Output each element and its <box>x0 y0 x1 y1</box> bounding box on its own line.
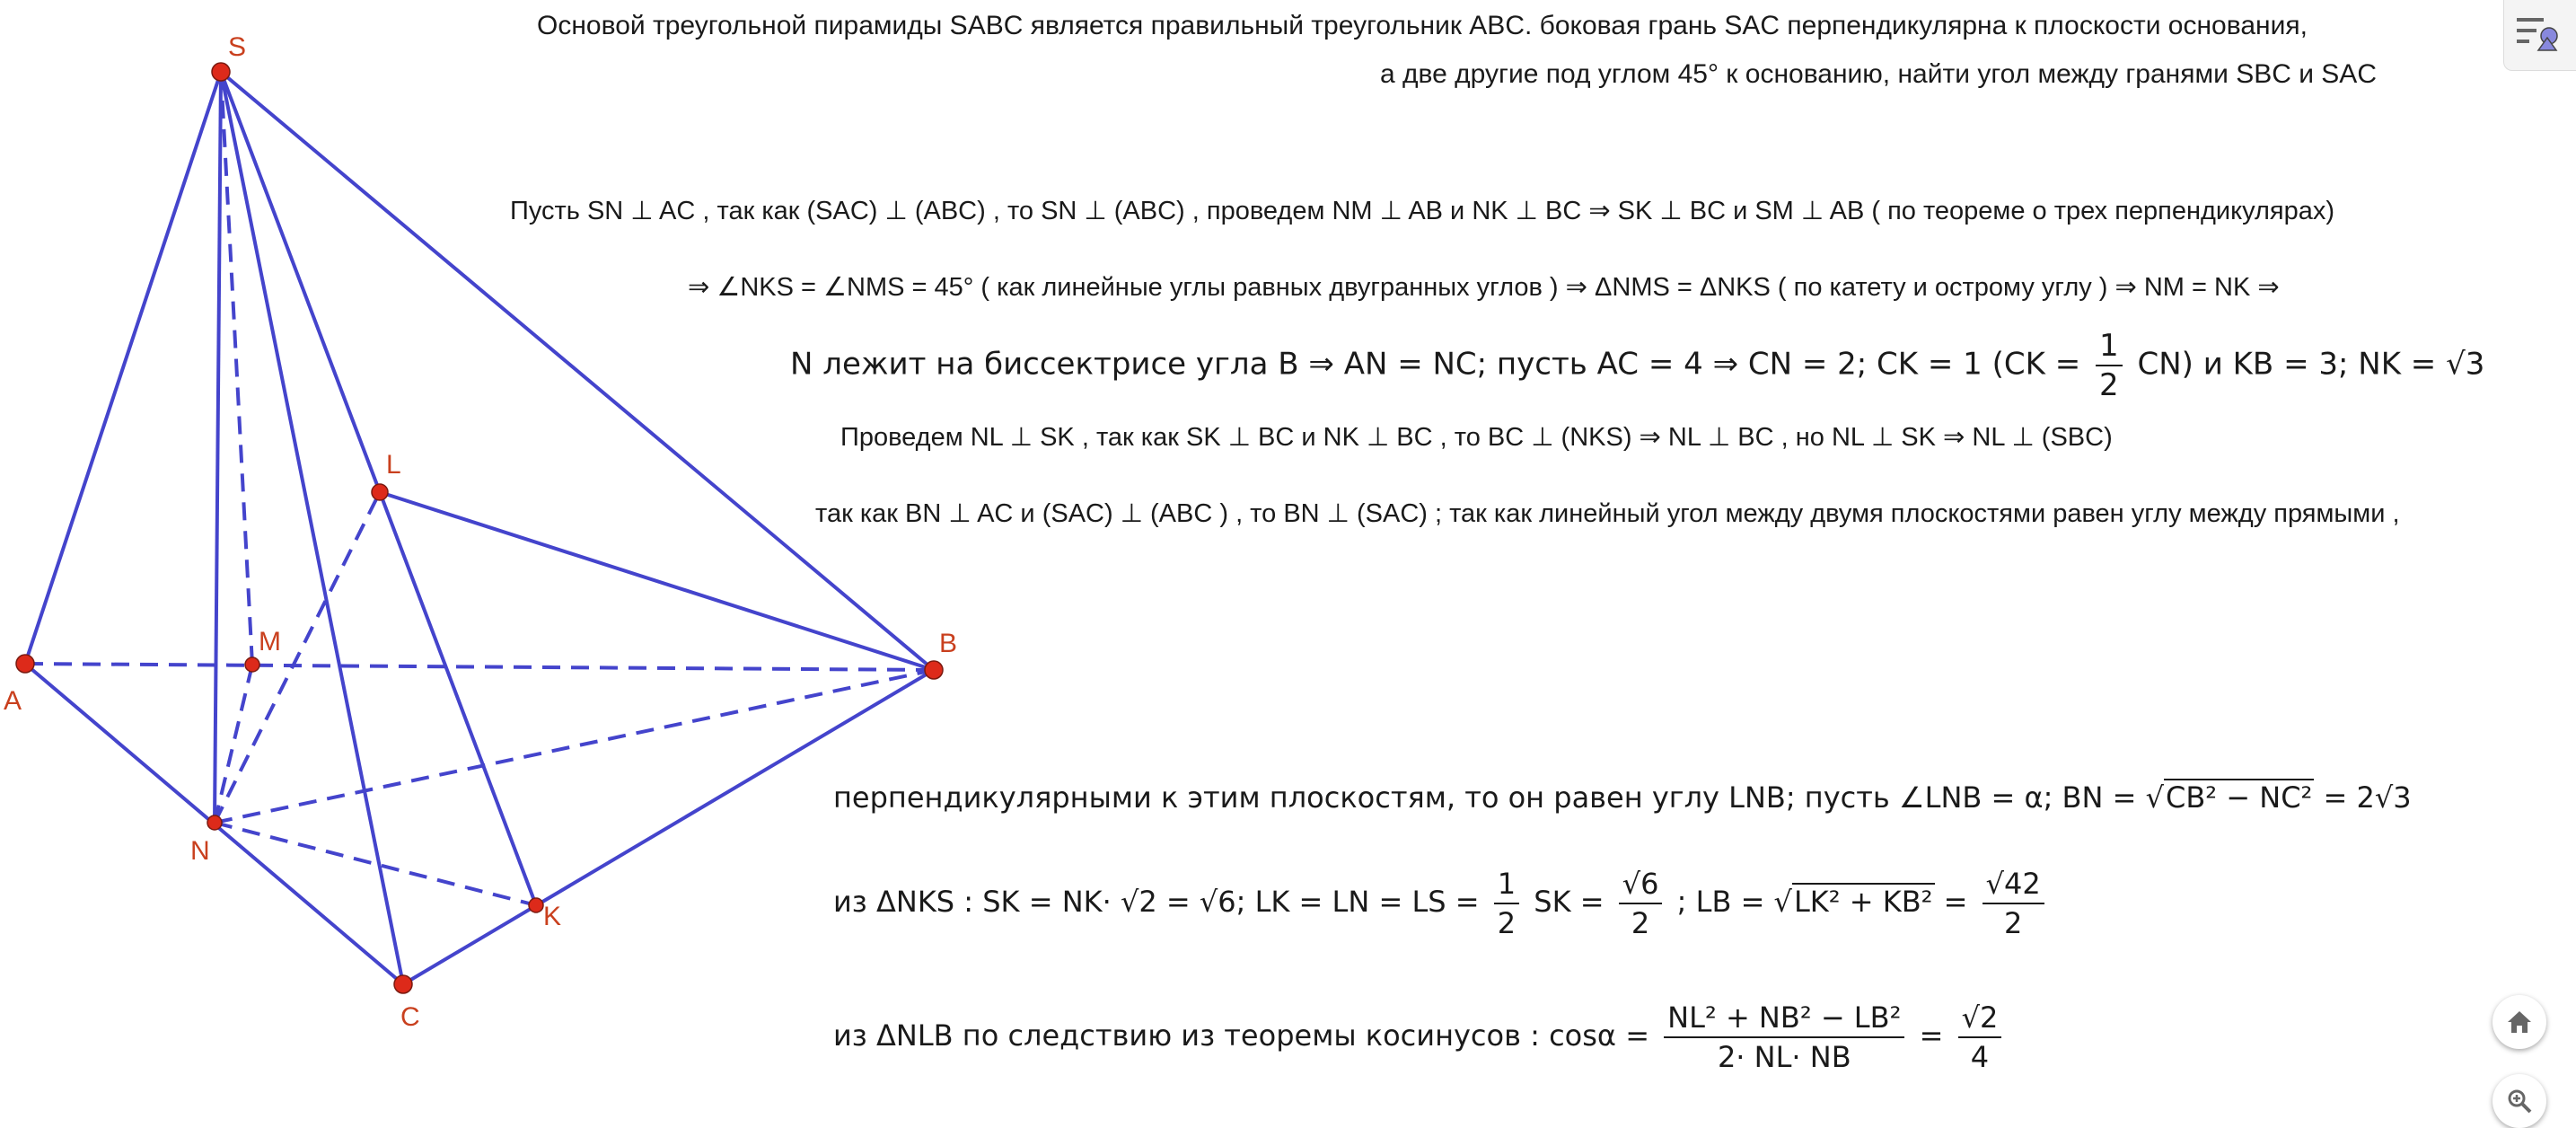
solution-line-1: Пусть SN ⊥ AC , так как (SAC) ⊥ (ABC) , то SN ⊥ (ABC) , проведем NM ⊥ AB и NK ⊥ BC ⇒ SK ⊥ BC и SM ⊥ AB ( по теореме о трех перпендикулярах) <box>510 197 2335 225</box>
line7-part-b: SK = <box>1534 885 1605 919</box>
frac-num: 1 <box>1494 865 1519 904</box>
frac-num: NL² + NB² − LB² <box>1664 999 1904 1038</box>
edge-SN <box>215 72 221 823</box>
menu-icon <box>2513 13 2567 57</box>
frac-den: 4 <box>1970 1040 1990 1074</box>
solution-line-7 <box>833 865 2050 942</box>
frac-num: √6 <box>1619 865 1663 904</box>
edge-SM-hidden <box>221 72 252 665</box>
solution-line-2: ⇒ ∠NKS = ∠NMS = 45° ( как линейные углы равных двугранных углов ) ⇒ ΔNMS = ΔNKS ( по катету и острому углу ) ⇒ NM = NK ⇒ <box>688 273 2280 302</box>
point-N[interactable] <box>207 815 222 830</box>
solution-line-6 <box>833 778 2412 817</box>
line6-part-a: перпендикулярными к этим плоскостям, то он равен углу LNB; пусть ∠LNB = α; BN = √ <box>833 780 2164 815</box>
label-C: C <box>400 1002 420 1032</box>
line6-part-b: = 2√3 <box>2314 780 2412 815</box>
frac-den: 2 <box>2004 906 2023 940</box>
frac-num: √42 <box>1983 865 2044 904</box>
pyramid-figure[interactable] <box>0 0 988 1121</box>
radicand-lk-kb: LK² + KB² <box>1793 885 1933 919</box>
edge-SA <box>25 72 221 664</box>
fraction-one-half <box>2096 327 2123 404</box>
point-M[interactable] <box>245 657 259 672</box>
point-S[interactable] <box>212 63 230 81</box>
line3-part-b: CN) и KB = 3; NK = √3 <box>2137 346 2485 383</box>
line3-part-a: N лежит на биссектрисе угла B ⇒ AN = NC; пусть AC = 4 ⇒ CN = 2; CK = 1 (CK = <box>790 346 2081 383</box>
home-view-button[interactable] <box>2492 995 2546 1049</box>
home-icon <box>2506 1009 2533 1035</box>
frac-den: 2· NL· NB <box>1717 1040 1851 1074</box>
line8-part-b: = <box>1919 1018 1944 1053</box>
edge-NL-hidden <box>215 492 380 823</box>
label-B: B <box>939 629 958 658</box>
point-A[interactable] <box>16 655 34 673</box>
point-B[interactable] <box>925 661 943 679</box>
point-K[interactable] <box>529 898 543 912</box>
solution-line-8 <box>833 999 2007 1076</box>
label-L: L <box>386 450 401 480</box>
label-M: M <box>259 627 281 657</box>
frac-den: 2 <box>1497 906 1517 940</box>
frac-den: 2 <box>2099 367 2119 403</box>
solution-line-5: так как BN ⊥ AC и (SAC) ⊥ (ABC ) , то BN ⊥ (SAC) ; так как линейный угол между двумя плоскостями равен углу между прямыми , <box>815 499 2400 528</box>
label-K: K <box>543 902 562 931</box>
line8-part-a: из ΔNLB по следствию из теоремы косинусов : cosα = <box>833 1018 1649 1053</box>
line7-part-a: из ΔNKS : SK = NK· √2 = √6; LK = LN = LS = <box>833 885 1480 919</box>
solution-line-3 <box>790 327 2484 404</box>
fraction-cosine-law <box>1664 999 1904 1076</box>
label-S: S <box>228 32 247 62</box>
frac-num: 1 <box>2096 327 2123 366</box>
zoom-in-button[interactable] <box>2492 1074 2546 1128</box>
problem-line-2: а две другие под углом 45° к основанию, найти угол между гранями SBC и SAC <box>1380 59 2377 89</box>
point-C[interactable] <box>394 975 412 993</box>
label-A: A <box>4 686 22 716</box>
line7-part-d: = <box>1934 885 1968 919</box>
edge-NB-hidden <box>215 670 934 823</box>
problem-line-1: Основой треугольной пирамиды SABC является правильный треугольник ABC. боковая грань SAC перпендикулярна к плоскости основания, <box>537 11 2308 40</box>
fraction-sqrt42-over-2 <box>1983 865 2044 942</box>
fraction-sqrt6-over-2 <box>1619 865 1663 942</box>
radicand-cb-nc: CB² − NC² <box>2165 780 2313 815</box>
fraction-sqrt2-over-4 <box>1958 999 2002 1076</box>
point-L[interactable] <box>372 484 388 500</box>
zoom-in-icon <box>2506 1088 2533 1115</box>
fraction-half-2 <box>1494 865 1519 942</box>
solution-line-4: Проведем NL ⊥ SK , так как SK ⊥ BC и NK ⊥ BC , то BC ⊥ (NKS) ⇒ NL ⊥ BC , но NL ⊥ SK ⇒ NL ⊥ (SBC) <box>840 423 2113 452</box>
edge-AB-hidden <box>25 664 934 670</box>
edge-NM-hidden <box>215 665 252 823</box>
line7-part-c: ; LB = √ <box>1676 885 1792 919</box>
label-N: N <box>190 836 210 866</box>
frac-num: √2 <box>1958 999 2002 1038</box>
frac-den: 2 <box>1631 906 1650 940</box>
main-menu-button[interactable] <box>2503 0 2576 71</box>
